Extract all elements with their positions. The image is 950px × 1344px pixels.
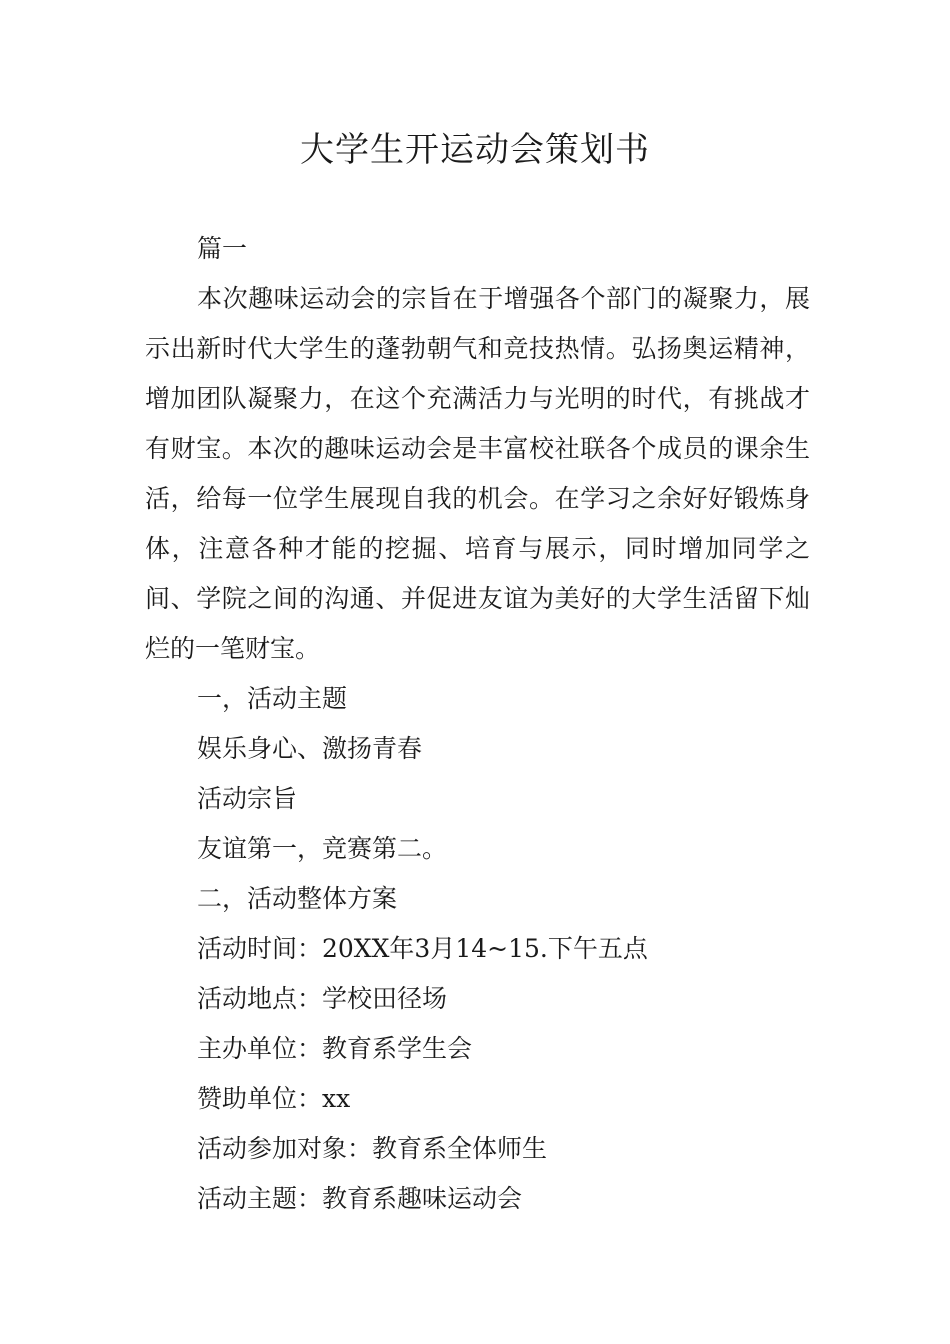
- activity-subject: 活动主题：教育系趣味运动会: [197, 1184, 523, 1213]
- document-body: [145, 224, 810, 1224]
- heading-overall-plan: 二，活动整体方案: [197, 884, 398, 913]
- heading-activity-purpose: 活动宗旨: [197, 784, 298, 813]
- activity-purpose-text: 友谊第一，竞赛第二。: [197, 834, 448, 863]
- activity-theme-text: 娱乐身心、激扬青春: [197, 734, 423, 763]
- activity-time: 活动时间：20XX年3月14~15.下午五点: [197, 934, 648, 963]
- activity-location: 活动地点：学校田径场: [197, 984, 448, 1013]
- section-label: 篇一: [197, 234, 248, 263]
- sponsor: 赞助单位：xx: [197, 1084, 351, 1113]
- heading-activity-theme: 一，活动主题: [197, 684, 348, 713]
- intro-paragraph: 本次趣味运动会的宗旨在于增强各个部门的凝聚力，展示出新时代大学生的蓬勃朝气和竞技热情。弘扬奥运精神，增加团队凝聚力，在这个充满活力与光明的时代，有挑战才有财宝。本次的趣味运动会是丰富校社联各个成员的课余生活，给每一位学生展现自我的机会。在学习之余好好锻炼身体，注意各种才能的挖掘、培育与展示，同时增加同学之间、学院之间的沟通、并促进友谊为美好的大学生活留下灿烂的一笔财宝。: [145, 284, 810, 663]
- participants: 活动参加对象：教育系全体师生: [197, 1134, 548, 1163]
- document-title: 大学生开运动会策划书: [300, 130, 650, 170]
- organizer: 主办单位：教育系学生会: [197, 1034, 473, 1063]
